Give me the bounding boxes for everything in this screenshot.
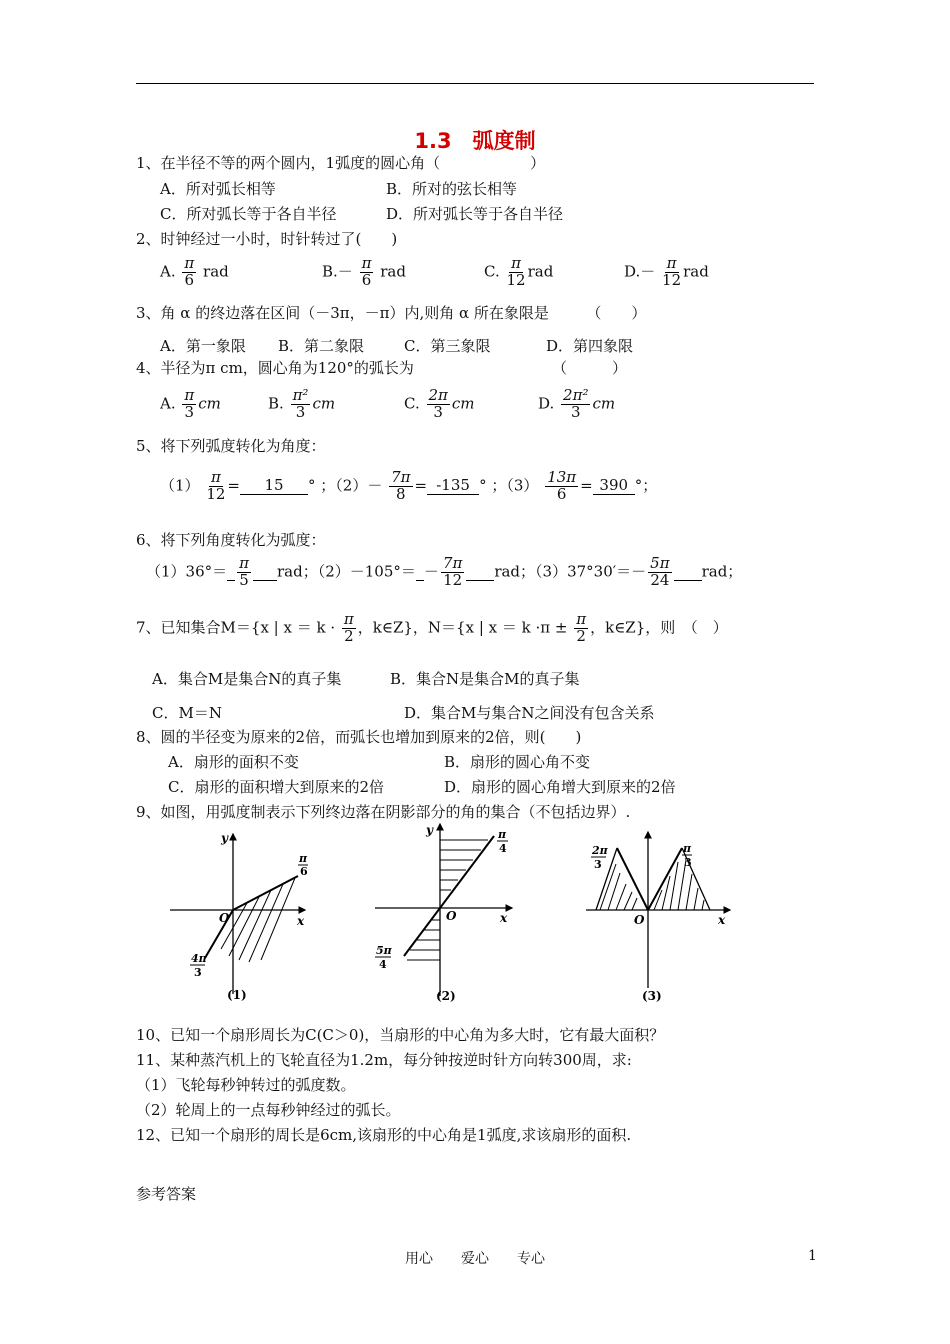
fig2-label-5pi: 5π [376,944,392,957]
q6-answer-2: － $\frac{7\pi}{12}$ [416,556,494,589]
fig1-caption: (1) [227,988,247,1002]
fig3-label-3b: 3 [684,856,692,869]
svg-text:x: x [718,913,726,927]
q3-option-b: B．第二象限 [278,337,365,355]
q9-stem: 9、如图，用弧度制表示下列终边落在阴影部分的角的集合（不包括边界）. [136,803,631,821]
q1-option-d: D．所对弧长等于各自半径 [386,205,564,223]
svg-text:O: O [634,913,645,927]
q7-stem: 7、已知集合M＝{x | x ＝ k · $\frac{\pi}{2}$ ，k∈Z}，N＝{x | x ＝ k ·π ± $\frac{\pi}{2}$ ，k∈Z}，则 （ ） [136,610,728,645]
q8-option-d: D．扇形的圆心角增大到原来的2倍 [444,778,676,796]
q10-stem: 10、已知一个扇形周长为C(C＞0)，当扇形的中心角为多大时，它有最大面积？ [136,1026,665,1044]
fig2-caption: (2) [436,989,456,1003]
q2-option-b: B.－ $\frac{\pi}{6}$ rad [322,254,406,289]
fig1-label-4pi: 4π [191,952,207,965]
q2-option-d: D.－ $\frac{\pi}{12}$ rad [624,254,709,289]
q5-answer-1: 15 [240,476,308,495]
q5-answer-2: -135 [427,476,479,495]
q2-option-c: C. $\frac{\pi}{12}$ rad [484,254,554,289]
q12-stem: 12、已知一个扇形的周长是6cm,该扇形的中心角是1弧度,求该扇形的面积. [136,1126,632,1144]
fig2-label-pi: π [498,828,507,841]
q5-stem: 5、将下列弧度转化为角度： [136,437,326,455]
q11-stem: 11、某种蒸汽机上的飞轮直径为1.2m，每分钟按逆时针方向转300周，求: [136,1051,632,1069]
q4-option-c: C. $\frac{2\pi}{3}$ cm [404,386,475,421]
q8-option-c: C．扇形的面积增大到原来的2倍 [168,778,385,796]
q4-stem: 4、半径为π cm，圆心角为120°的弧长为 [136,359,414,377]
q8-option-a: A．扇形的面积不变 [168,753,299,771]
q1-option-a: A．所对弧长相等 [160,180,276,198]
svg-text:O: O [219,911,230,925]
q6-items: （1）36°＝ $\frac{\pi}{5}$ rad；（2）－105°＝ － $\frac{7\pi}{12}$ rad；（3）37°30′＝－ $\frac{5\pi}{24}$ rad； [146,554,743,589]
q2-stem: 2、时钟经过一小时，时针转过了( ) [136,230,398,248]
q4-option-a: A. $\frac{\pi}{3}$ cm [160,386,221,421]
q7-option-c: C．M＝N [152,704,222,722]
q8-stem: 8、圆的半径变为原来的2倍，而弧长也增加到原来的2倍，则( ) [136,728,582,746]
svg-text:y: y [426,823,433,837]
answers-heading: 参考答案 [136,1185,197,1203]
q8-option-b: B．扇形的圆心角不变 [444,753,591,771]
page-footer: 用心 爱心 专心 [405,1251,545,1267]
q9-figure-2 [370,820,530,1006]
q5-answer-3: 390 [593,476,635,495]
q7-option-a: A．集合M是集合N的真子集 [152,670,342,688]
fig1-label-3: 3 [194,966,202,979]
page-number: 1 [808,1248,817,1264]
q9-figure-1 [165,826,315,1006]
q7-option-d: D．集合M与集合N之间没有包含关系 [404,704,655,722]
page-title: 1.3 弧度制 [414,129,536,153]
fig3-caption: (3) [642,989,662,1003]
fig1-label-6: 6 [300,865,308,878]
svg-text:x: x [297,914,305,928]
fig3-label-3a: 3 [594,858,602,871]
q3-option-a: A．第一象限 [160,337,246,355]
q5-items: （1） $\frac{\pi}{12}$ = 15 ° ；（2）－ $\frac{7\pi}{8}$ = -135 ° ；（3） $\frac{13\pi}{6}$ = 390 °； [160,468,658,503]
q1-stem: 1、在半径不等的两个圆内，1弧度的圆心角（ ） [136,154,546,172]
fig2-label-4b: 4 [379,958,387,971]
q4-option-d: D. $\frac{\text{2π²}}{3}$ cm [538,386,616,421]
q4-option-b: B. $\frac{\text{π²}}{3}$ cm [268,386,336,421]
header-rule [136,83,814,84]
q4-answer-paren: （ ） [552,359,628,377]
q6-answer-3: － $\frac{5\pi}{24}$ [631,556,701,589]
q9-figure-3 [582,828,742,1006]
q11-part-2: （2）轮周上的一点每秒钟经过的弧长。 [136,1101,401,1119]
q3-stem: 3、角 α 的终边落在区间（－3π，－π）内,则角 α 所在象限是 （ ） [136,304,647,322]
fig1-label-pi: π [299,852,308,865]
q1-option-c: C．所对弧长等于各自半径 [160,205,337,223]
fig3-label-pi: π [683,842,692,855]
q3-option-c: C．第三象限 [404,337,491,355]
q1-option-b: B．所对的弦长相等 [386,180,518,198]
q6-stem: 6、将下列角度转化为弧度： [136,531,326,549]
svg-text:x: x [500,911,508,925]
q7-option-b: B．集合N是集合M的真子集 [390,670,580,688]
svg-text:O: O [446,909,457,923]
fig2-label-4: 4 [499,842,507,855]
svg-text:y: y [221,831,228,845]
q3-option-d: D．第四象限 [546,337,634,355]
q11-part-1: （1）飞轮每秒钟转过的弧度数。 [136,1076,356,1094]
q2-option-a: A. $\frac{\pi}{6}$ rad [160,254,229,289]
q6-answer-1: $\frac{\pi}{5}$ [227,556,277,589]
fig3-label-2pi: 2π [592,844,608,857]
